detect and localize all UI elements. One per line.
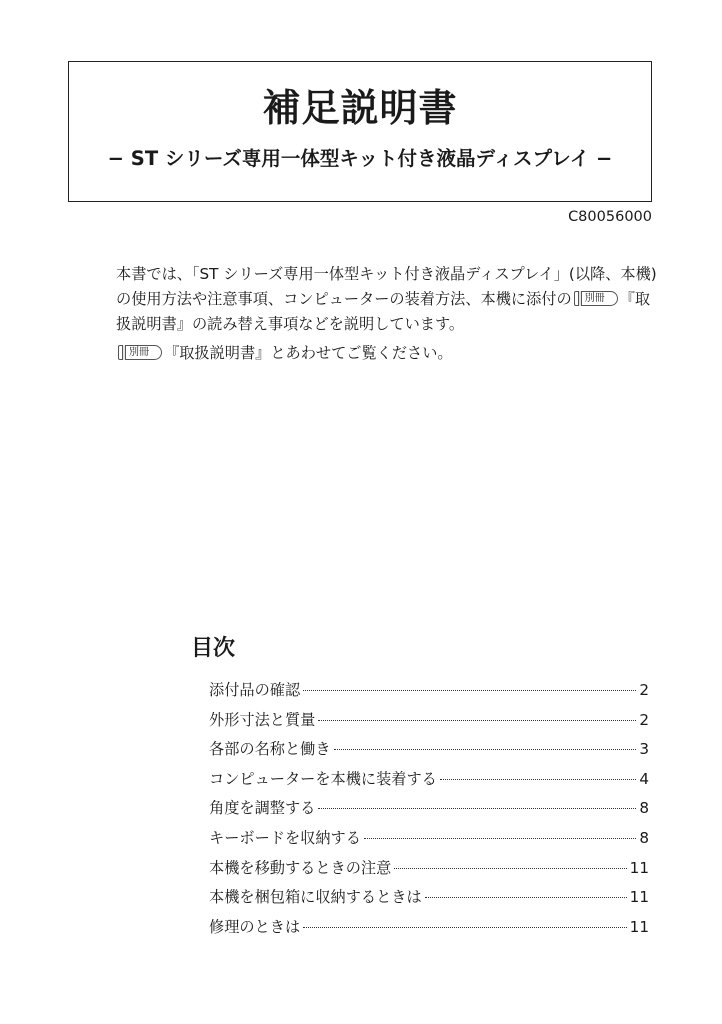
intro-paragraph-2: [116, 341, 664, 366]
toc-leader-dots: [334, 749, 637, 750]
toc-item-title: 修理のときは: [209, 917, 301, 936]
table-of-contents: [209, 678, 649, 944]
toc-item[interactable]: [209, 915, 649, 945]
toc-leader-dots: [318, 808, 636, 809]
toc-item-page: 4: [639, 769, 649, 788]
toc-item[interactable]: [209, 796, 649, 826]
intro-text-1: 本書では、「ST シリーズ専用一体型キット付き液晶ディスプレイ」(以降、本機)の使用方法や注意事項、コンピューターの装着方法、本機に添付の: [116, 265, 657, 308]
toc-leader-dots: [318, 720, 636, 721]
toc-item[interactable]: [209, 767, 649, 797]
toc-item-page: 11: [629, 888, 649, 907]
toc-item-page: 3: [639, 740, 649, 759]
toc-item-page: 8: [639, 828, 649, 847]
toc-item-title: 本機を梱包箱に収納するときは: [209, 888, 422, 907]
toc-leader-dots: [394, 868, 626, 869]
toc-item-title: コンピューターを本機に装着する: [209, 769, 437, 788]
intro-text-3: 『取扱説明書』とあわせてご覧ください。: [164, 344, 453, 362]
toc-item-page: 8: [639, 799, 649, 818]
document-title: 補足説明書: [262, 86, 458, 130]
toc-leader-dots: [303, 690, 636, 691]
toc-item[interactable]: [209, 885, 649, 915]
intro-paragraph-1: [116, 262, 664, 337]
toc-item[interactable]: [209, 708, 649, 738]
toc-item-page: 11: [629, 917, 649, 936]
toc-item[interactable]: [209, 678, 649, 708]
book-icon-label: 別冊: [584, 293, 605, 304]
separate-volume-book-icon: [574, 291, 618, 306]
toc-leader-dots: [364, 838, 636, 839]
toc-item-title: キーボードを収納する: [209, 828, 361, 847]
book-icon-label: 別冊: [129, 347, 149, 358]
toc-leader-dots: [303, 927, 627, 928]
intro-text-2: 『取扱説明書』の読み替え事項などを説明しています。: [116, 290, 650, 333]
document-subtitle: − ST シリーズ専用一体型キット付き液晶ディスプレイ −: [107, 147, 613, 170]
toc-leader-dots: [425, 897, 627, 898]
intro-section: [116, 262, 664, 366]
toc-item[interactable]: [209, 856, 649, 886]
toc-item[interactable]: [209, 826, 649, 856]
toc-item-title: 角度を調整する: [209, 799, 316, 818]
toc-heading: 目次: [191, 636, 236, 661]
toc-item-page: 11: [629, 858, 649, 877]
toc-item-page: 2: [639, 710, 649, 729]
document-code: C80056000: [568, 209, 652, 225]
toc-item[interactable]: [209, 737, 649, 767]
toc-item-title: 添付品の確認: [209, 681, 301, 699]
title-box: [68, 61, 652, 202]
toc-item-title: 外形寸法と質量: [209, 710, 316, 729]
toc-leader-dots: [440, 779, 637, 780]
toc-item-page: 2: [639, 681, 649, 699]
separate-volume-book-icon: [118, 345, 162, 360]
toc-item-title: 各部の名称と働き: [209, 740, 331, 759]
toc-item-title: 本機を移動するときの注意: [209, 858, 392, 877]
